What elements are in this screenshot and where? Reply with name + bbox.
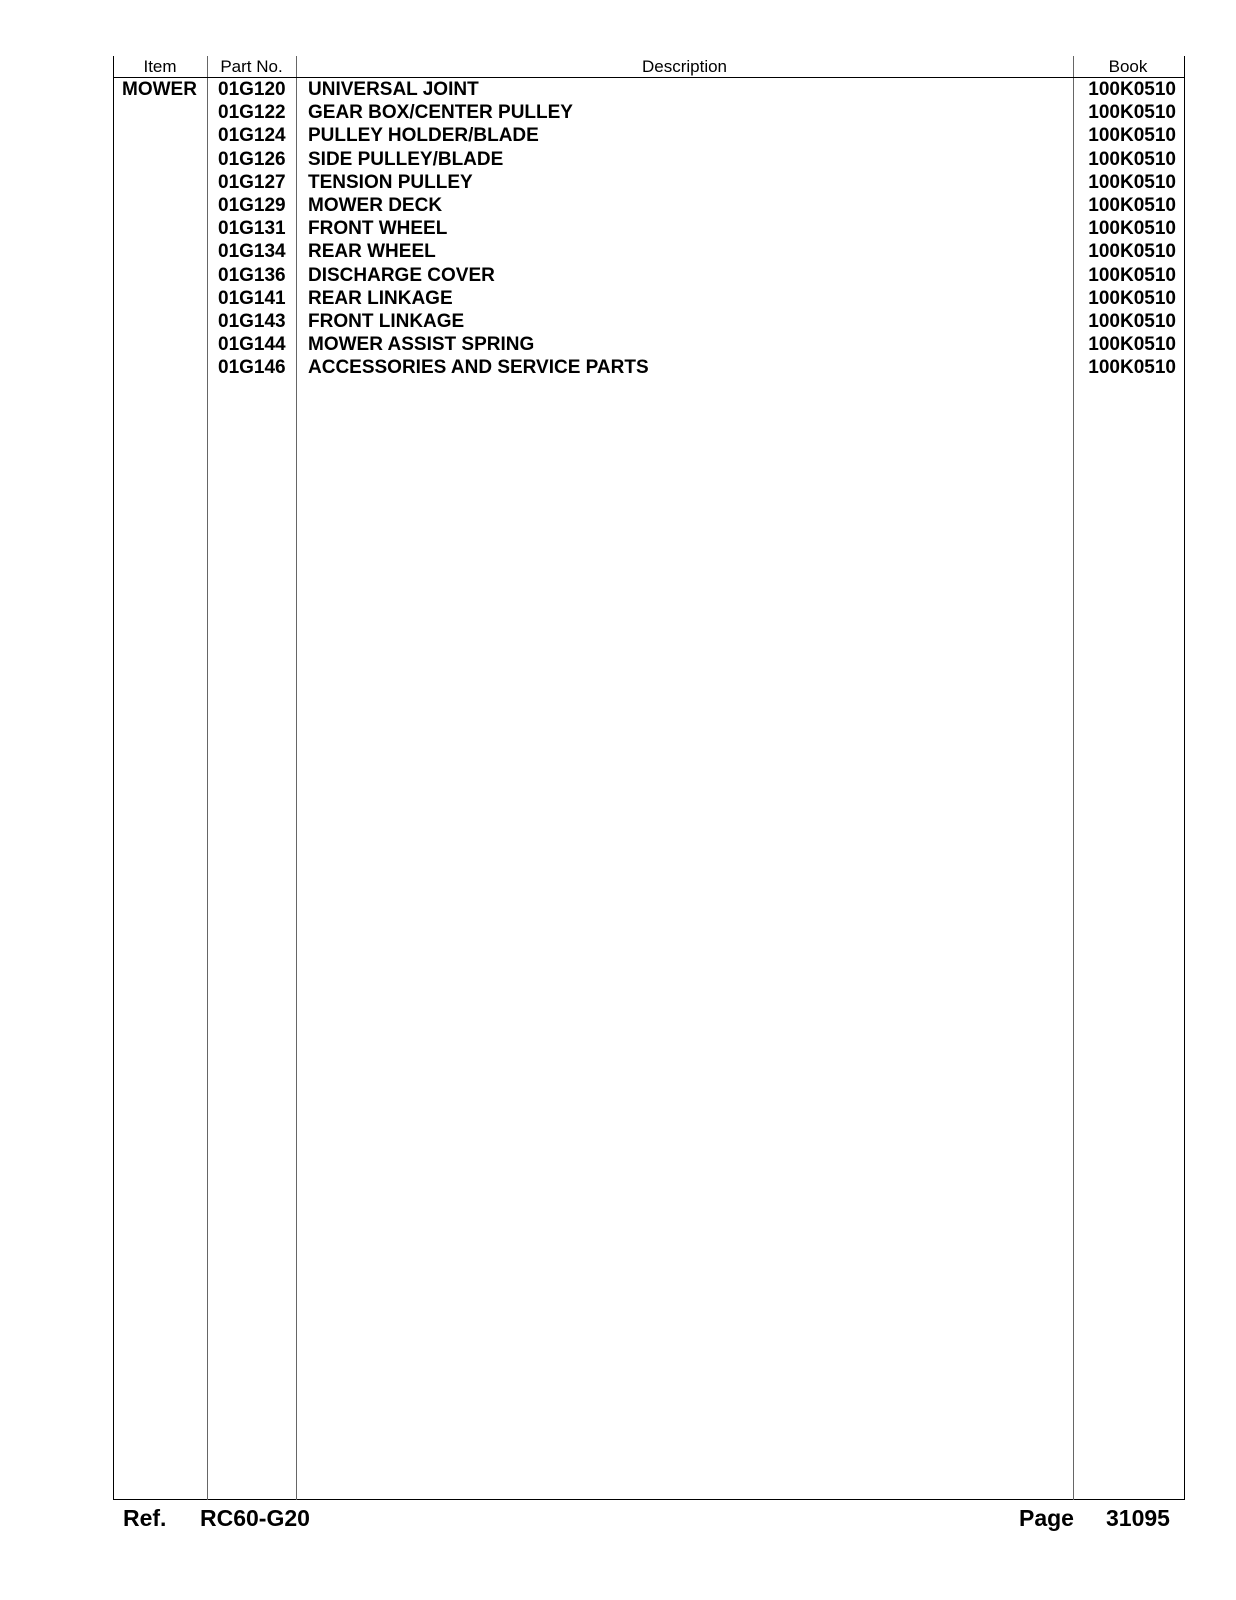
cell-description: REAR WHEEL: [308, 241, 436, 263]
cell-book: 100K0510: [1088, 79, 1176, 100]
table-row: [0, 78, 1236, 101]
page-number: 31095: [1106, 1505, 1170, 1531]
header-part-no: Part No.: [220, 57, 283, 76]
cell-book: 100K0510: [1088, 357, 1176, 379]
cell-book: 100K0510: [1088, 241, 1176, 263]
cell-book: 100K0510: [1088, 311, 1176, 332]
cell-book: 100K0510: [1088, 125, 1176, 147]
cell-book: 100K0510: [1088, 334, 1176, 356]
cell-book: 100K0510: [1088, 264, 1176, 286]
table-row: [0, 217, 1236, 240]
cell-description: UNIVERSAL JOINT: [308, 79, 479, 100]
cell-book: 100K0510: [1088, 287, 1176, 309]
cell-book: 100K0510: [1088, 218, 1176, 240]
table-row: [0, 194, 1236, 217]
cell-description: DISCHARGE COVER: [308, 264, 495, 286]
table-row: [0, 124, 1236, 147]
cell-part-no: 01G126: [218, 148, 286, 170]
table-row: [0, 101, 1236, 124]
cell-part-no: 01G134: [218, 241, 286, 263]
cell-book: 100K0510: [1088, 102, 1176, 124]
cell-part-no: 01G120: [218, 79, 286, 100]
cell-description: PULLEY HOLDER/BLADE: [308, 125, 539, 147]
cell-description: ACCESSORIES AND SERVICE PARTS: [308, 357, 649, 379]
cell-description: REAR LINKAGE: [308, 287, 453, 309]
cell-book: 100K0510: [1088, 195, 1176, 216]
cell-book: 100K0510: [1088, 171, 1176, 193]
cell-part-no: 01G143: [218, 311, 286, 332]
header-description: Description: [641, 57, 728, 76]
table-row: [0, 287, 1236, 310]
cell-part-no: 01G129: [218, 195, 286, 216]
table-row: [0, 240, 1236, 263]
cell-description: FRONT LINKAGE: [308, 311, 465, 332]
table-row: [0, 264, 1236, 287]
cell-part-no: 01G136: [218, 264, 286, 286]
cell-item: MOWER: [122, 79, 197, 100]
cell-description: TENSION PULLEY: [308, 171, 473, 193]
table-row: [0, 333, 1236, 356]
cell-description: FRONT WHEEL: [308, 218, 448, 240]
cell-part-no: 01G124: [218, 125, 286, 147]
cell-description: SIDE PULLEY/BLADE: [308, 148, 504, 170]
header-item: Item: [143, 57, 177, 76]
table-row: [0, 171, 1236, 194]
table-row: [0, 148, 1236, 171]
cell-book: 100K0510: [1088, 148, 1176, 170]
page-label: Page: [1019, 1505, 1074, 1531]
cell-part-no: 01G122: [218, 102, 286, 124]
cell-part-no: 01G141: [218, 287, 286, 309]
cell-description: GEAR BOX/CENTER PULLEY: [308, 102, 573, 124]
table-row: [0, 310, 1236, 333]
ref-value: RC60-G20: [200, 1505, 310, 1531]
header-book: Book: [1108, 57, 1148, 76]
cell-part-no: 01G146: [218, 357, 286, 379]
cell-description: MOWER ASSIST SPRING: [308, 334, 535, 356]
cell-part-no: 01G144: [218, 334, 286, 356]
table-row: [0, 356, 1236, 379]
cell-description: MOWER DECK: [308, 195, 443, 216]
cell-part-no: 01G131: [218, 218, 286, 240]
cell-part-no: 01G127: [218, 171, 286, 193]
ref-label: Ref.: [123, 1505, 167, 1531]
